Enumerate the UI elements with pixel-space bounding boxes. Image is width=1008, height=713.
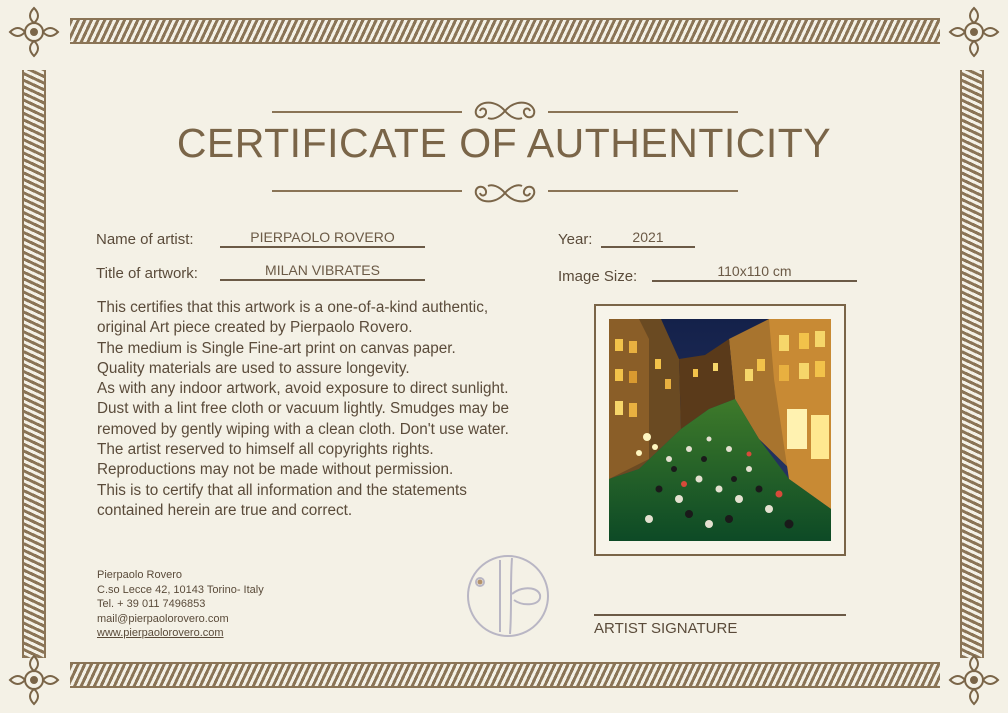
body-line: Reproductions may not be made without permission.	[97, 461, 454, 479]
contact-address: C.so Lecce 42, 10143 Torino- Italy	[97, 583, 264, 596]
signature-label: ARTIST SIGNATURE	[594, 620, 738, 637]
body-line: This certifies that this artwork is a one-of-a-kind authentic,	[97, 299, 489, 316]
scroll-ornament-icon	[466, 180, 544, 206]
corner-flourish-icon	[946, 4, 1002, 60]
corner-flourish-icon	[6, 4, 62, 60]
artist-monogram-logo	[462, 554, 554, 638]
artwork-value: MILAN VIBRATES	[220, 262, 425, 281]
body-line: original Art piece created by Pierpaolo Rovero.	[97, 319, 413, 337]
contact-email[interactable]: mail@pierpaolorovero.com	[97, 612, 229, 625]
body-line: Quality materials are used to assure longevity.	[97, 359, 410, 377]
size-label: Image Size:	[558, 268, 638, 285]
certificate-title: CERTIFICATE OF AUTHENTICITY	[176, 120, 832, 166]
body-line: The artist reserved to himself all copyrights rights.	[97, 441, 434, 459]
rope-border-bottom	[70, 662, 940, 688]
artist-label: Name of artist:	[96, 231, 194, 248]
contact-block	[97, 568, 264, 641]
corner-flourish-icon	[946, 652, 1002, 708]
size-value: 110x110 cm	[652, 263, 857, 282]
ornament-rule	[548, 190, 738, 192]
body-line: removed by gently wiping with a clean cloth. Don't use water.	[97, 420, 509, 438]
year-value: 2021	[601, 229, 695, 248]
ornament-rule	[272, 190, 462, 192]
contact-name: Pierpaolo Rovero	[97, 569, 182, 581]
contact-website[interactable]: www.pierpaolorovero.com	[97, 627, 224, 639]
artwork-label: Title of artwork:	[96, 265, 198, 282]
artist-value: PIERPAOLO ROVERO	[220, 229, 425, 248]
body-line: Dust with a lint free cloth or vacuum lightly. Smudges may be	[97, 400, 510, 418]
ornament-rule	[548, 111, 738, 113]
artwork-image	[609, 319, 831, 541]
year-label: Year:	[558, 231, 593, 248]
artwork-frame	[594, 304, 846, 556]
contact-phone: Tel. + 39 011 7496853	[97, 598, 206, 610]
body-line: The medium is Single Fine-art print on canvas paper.	[97, 339, 456, 357]
ornament-rule	[272, 111, 462, 113]
rope-border-top	[70, 18, 940, 44]
signature-line	[594, 614, 846, 616]
body-line: This is to certify that all information and the statements	[97, 481, 467, 499]
body-line: As with any indoor artwork, avoid exposure to direct sunlight.	[97, 380, 509, 398]
body-line: contained herein are true and correct.	[97, 501, 353, 519]
certificate-body	[97, 298, 567, 521]
corner-flourish-icon	[6, 652, 62, 708]
